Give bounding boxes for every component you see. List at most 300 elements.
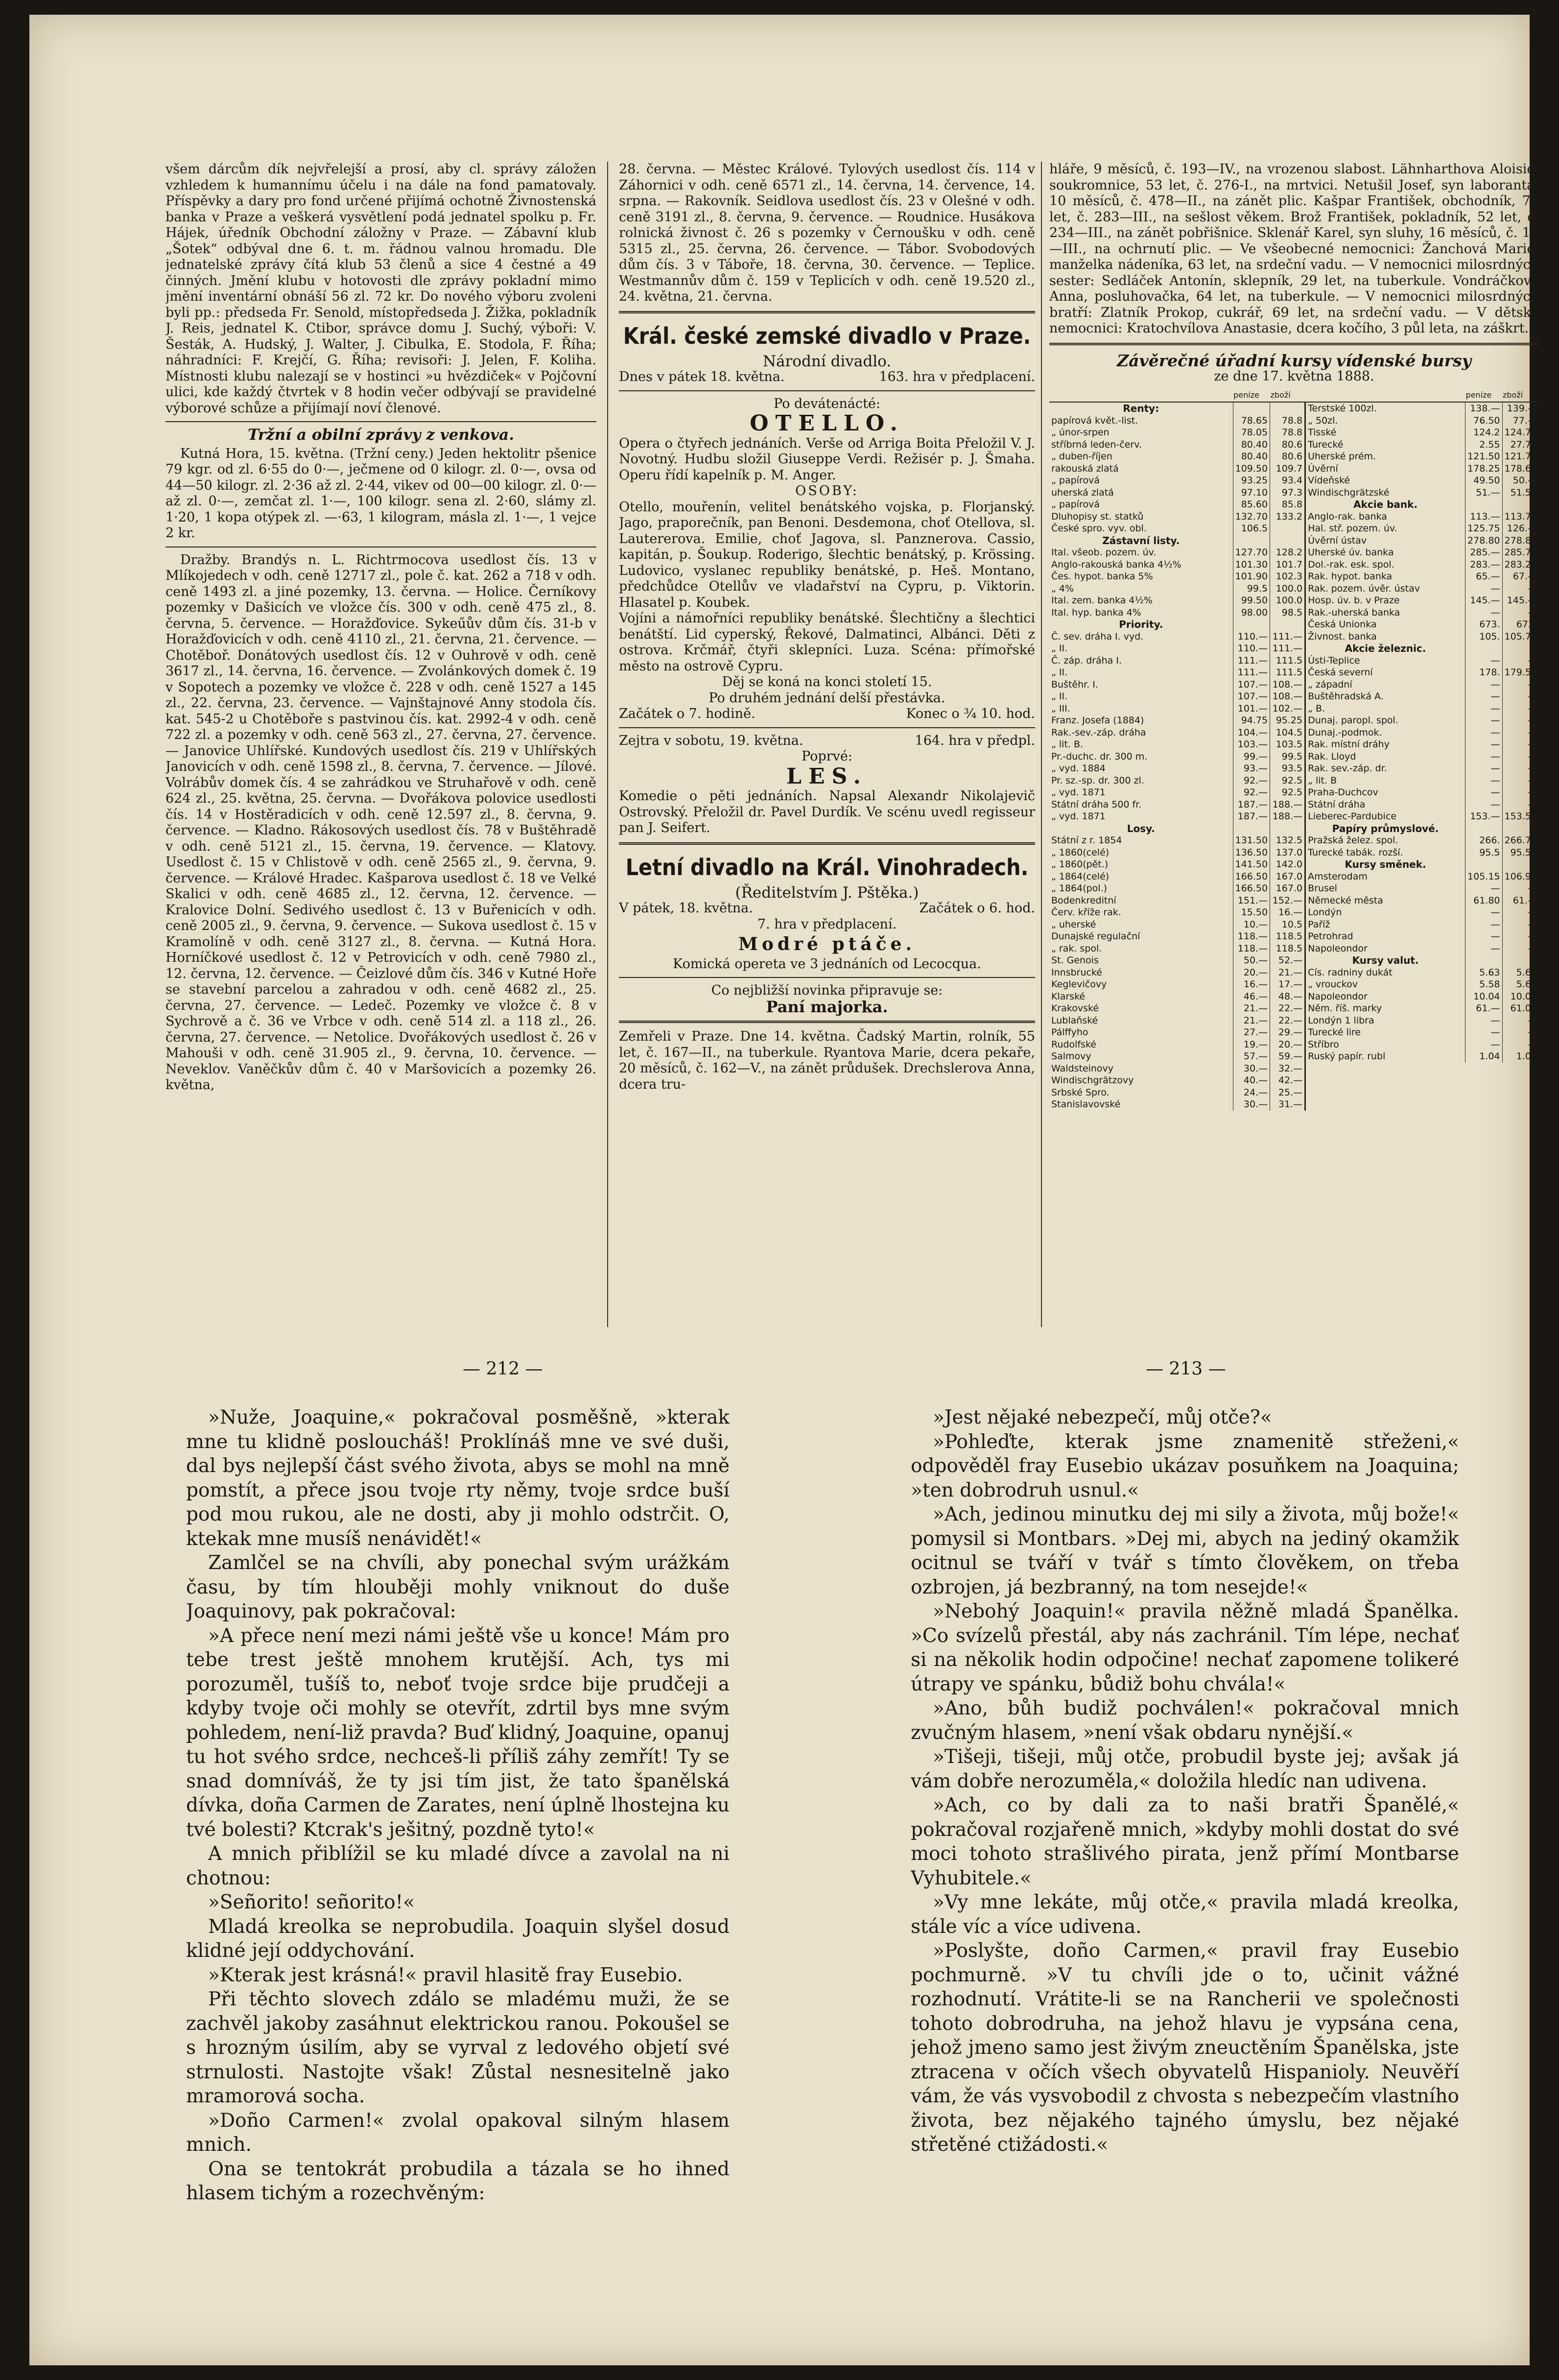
security-name: „ uherské	[1051, 919, 1096, 930]
market-text: Kutná Hora, 15. května. (Tržní ceny.) Jeden hektolitr pšenice 79 kgr. od zl. 6·55 do 0·—, ječmene od 0 kilogr. zl. 0·—, ovsa od 44—50 kilogr. zl. 2·36 až zl. 2·44, vikev od 00—00 kilogr. zl. 0·— až zl. 0·—, zemčat zl. 1·—, 100 kilogr. sena zl. 2·60, slámy zl. 1·20, 1 kopa otýpek zl. —·63, 1 kilogram, másla zl. 1·—, 1 vejce 2 kr.	[165, 446, 596, 541]
security-name: „ 1860(celé)	[1051, 847, 1110, 858]
goods-value: 25.—	[1270, 1087, 1305, 1099]
security-name: Dunaj. paropl. spol.	[1305, 714, 1465, 727]
money-value: —	[1465, 607, 1502, 619]
security-name: Úvěrní ústav	[1305, 535, 1465, 547]
goods-value: 118.5	[1270, 943, 1305, 955]
money-value: —	[1465, 906, 1502, 919]
column-2	[619, 162, 1035, 1327]
goods-value: 98.5	[1270, 607, 1305, 619]
money-value: 80.40	[1233, 451, 1270, 463]
exchange-row	[1049, 511, 1539, 523]
goods-value: 80.6	[1270, 439, 1305, 451]
goods-value: 133.2	[1270, 511, 1305, 523]
money-value: 46.—	[1233, 991, 1270, 1003]
t1-play-title: OTELLO.	[750, 411, 904, 436]
security-name: Waldsteinovy	[1051, 1063, 1114, 1074]
security-name: „ 1864(celé)	[1051, 871, 1110, 882]
goods-value: —	[1502, 1015, 1539, 1027]
goods-value: 178.60	[1502, 463, 1539, 475]
security-name: „ papírová	[1051, 499, 1100, 510]
goods-value	[1502, 643, 1539, 655]
exchange-row	[1049, 535, 1539, 547]
money-value: 153.—	[1465, 810, 1502, 823]
security-name: Rak.-uherská banka	[1305, 607, 1465, 619]
security-name: „ vyd. 1871	[1051, 811, 1106, 822]
goods-value: 145.—	[1502, 595, 1539, 607]
goods-value	[1502, 823, 1539, 835]
story-paragraph: »Jest nějaké nebezpečí, můj otče?«	[933, 1406, 1272, 1428]
exchange-row	[1049, 978, 1539, 991]
exchange-row	[1049, 1074, 1539, 1087]
story-paragraph: A mnich přiblížil se ku mladé dívce a zavolal na ni chotnou:	[186, 1843, 730, 1889]
security-name: Franz. Josefa (1884)	[1051, 715, 1144, 726]
exchange-row	[1049, 547, 1539, 559]
goods-value: 126.—	[1502, 523, 1539, 535]
money-value: —	[1465, 655, 1502, 667]
goods-value: 16.—	[1270, 906, 1305, 919]
goods-value: 85.8	[1270, 499, 1305, 511]
theatre-summer-subtitle: (Ředitelstvím J. Pštěka.)	[735, 883, 919, 902]
goods-value: 59.—	[1270, 1050, 1305, 1063]
exchange-row	[1049, 895, 1539, 907]
goods-value: 283.25	[1502, 559, 1539, 571]
goods-value: —	[1502, 738, 1539, 751]
money-value	[1465, 499, 1502, 511]
exchange-row	[1049, 943, 1539, 955]
goods-value: 27.70	[1502, 439, 1539, 451]
money-value: 132.70	[1233, 511, 1270, 523]
goods-value: 109.7	[1270, 463, 1305, 475]
security-name: Pr. sz.-sp. dr. 300 zl.	[1051, 775, 1144, 786]
exchange-row	[1049, 595, 1539, 607]
security-name: Ústi-Teplice	[1305, 655, 1465, 667]
security-name: Renty:	[1123, 403, 1159, 414]
money-value: —	[1465, 690, 1502, 703]
story-paragraph: »Nebohý Joaquin!« pravila něžně mladá Španělka. »Co svízelů přestál, aby nás zachránil. Tím lépe, nechať si na několik hodin odpočine! nechať zapomene tolikeré útrapy ve spánku, bůdiž bohu chvála!«	[911, 1600, 1459, 1695]
exchange-row	[1049, 451, 1539, 463]
exchange-row	[1049, 1098, 1539, 1111]
security-name: „ II.	[1051, 667, 1068, 678]
goods-value: 78.8	[1270, 427, 1305, 439]
security-name: Čes. hypot. banka 5%	[1051, 571, 1153, 582]
t1-persons-heading: OSOBY:	[795, 483, 859, 499]
money-value: —	[1465, 703, 1502, 715]
security-name: „ 50zl.	[1305, 415, 1465, 427]
money-value: —	[1465, 727, 1502, 739]
t1-interval: Po druhém jednání delší přestávka.	[709, 690, 945, 706]
money-value	[1233, 535, 1270, 547]
money-value: 106.5	[1233, 523, 1270, 535]
money-value: 266.	[1465, 834, 1502, 847]
exchange-date: ze dne 17. května 1888.	[1214, 369, 1374, 384]
security-name: Pálffyho	[1051, 1027, 1088, 1038]
money-value: 107.—	[1233, 679, 1270, 691]
column-1	[165, 162, 596, 1327]
money-value: 80.40	[1233, 439, 1270, 451]
money-value: 40.—	[1233, 1074, 1270, 1087]
goods-value: 100.0	[1270, 595, 1305, 607]
security-name: Rak. pozem. úvěr. ústav	[1305, 583, 1465, 595]
money-value: 61.—	[1465, 1002, 1502, 1015]
goods-value: 92.5	[1270, 786, 1305, 799]
money-value: 10.04	[1465, 991, 1502, 1003]
t3-subscription: 7. hra v předplacení.	[757, 916, 897, 932]
goods-value: —	[1502, 583, 1539, 595]
security-name: Červ. kříže rak.	[1051, 907, 1121, 918]
security-name: Turecké tabák. rozší.	[1305, 847, 1465, 859]
goods-value: 42.—	[1270, 1074, 1305, 1087]
goods-value: 31.—	[1270, 1098, 1305, 1111]
security-name: „ lit. B.	[1051, 739, 1084, 750]
goods-value: —	[1502, 882, 1539, 895]
exchange-row	[1049, 799, 1539, 811]
security-name: Turecké	[1305, 439, 1465, 451]
security-name: Lieberec-Pardubice	[1305, 810, 1465, 823]
deaths-continued: hláře, 9 měsíců, č. 193—IV., na vrozenou slabost. Lähnharthova Aloisie, soukromnice, 53 let, č. 276-I., na mrtvici. Netušil Josef, syn laboranta, 10 měsíců, č. 478—II., na zánět plic. Kašpar František, obchodník, 73 let, č. 283—III., na sešlost věkem. Brož František, pokladník, 52 let, č. 234—III., na zánět pobřišnice. Sklenář Karel, syn sluhy, 16 měsíců, č. 12—III., na ochrnutí plic. — Ve všeobecné nemocnici: Žanchová Marie, manželka nádeníka, 63 let, na srdeční vadu. — V nemocnici milosrdných sester: Sedláček Antonín, sklepník, 29 let, na tuberkule. Vondráčkova Anna, posluhovačka, 64 let, na tuberkule. — V nemocnici milosrdných bratří: Zlatník Prokop, cukrář, 69 let, na srdeční vadu. — V dětské nemocnici: Kratochvílova Anastasie, dcera kočího, 3 půl leta, na záškrt.	[1049, 162, 1539, 336]
money-value: 101.90	[1233, 571, 1270, 583]
goods-value: —	[1502, 751, 1539, 763]
money-value: 136.50	[1233, 847, 1270, 859]
money-value: 118.—	[1233, 943, 1270, 955]
goods-value: 111.5	[1270, 666, 1305, 679]
security-name: Česká severní	[1305, 666, 1465, 679]
goods-value: 121.75	[1502, 451, 1539, 463]
goods-value: 20.—	[1270, 1039, 1305, 1051]
security-name: Keglevičovy	[1051, 979, 1107, 990]
security-name: rakouská zlatá	[1051, 463, 1119, 474]
money-value: 109.50	[1233, 463, 1270, 475]
story-paragraph: »Poslyšte, doño Carmen,« pravil fray Eusebio pochmurně. »V tu chvíli jde o to, učinit vážné rozhodnutí. Vrátite-li se na Rancherii ve společnosti tohoto dobrodruha, na jehož hlavu je vypsána cena, jehož jmeno samo jest živým zneuctěním Španělska, jste ztracena v očích všech obyvatelů Hispanioly. Neuvěří vám, že vás vysvobodil z chvosta s nebezpečím vlastního života, bez nějakého tajného úmyslu, bez nějaké střetěné ctižádosti.«	[911, 1940, 1459, 2156]
money-value: 187.—	[1233, 799, 1270, 811]
money-value: —	[1465, 930, 1502, 943]
theatre-national-subtitle: Národní divadlo.	[762, 352, 892, 370]
money-value: 145.—	[1465, 595, 1502, 607]
security-name: Hosp. úv. b. v Praze	[1305, 595, 1465, 607]
t3-novelty: Paní majorka.	[766, 997, 888, 1016]
exchange-row	[1049, 655, 1539, 667]
security-name: Salmovy	[1051, 1051, 1091, 1062]
goods-value: 102.3	[1270, 571, 1305, 583]
t1-century: Děj se koná na konci století 15.	[722, 674, 932, 690]
goods-value: 61.07	[1502, 1002, 1539, 1015]
story-paragraph: »Kterak jest krásná!« pravil hlasitě fray Eusebio.	[208, 1964, 683, 1986]
money-value: 110.—	[1233, 643, 1270, 655]
goods-value: 29.—	[1270, 1026, 1305, 1039]
head-goods: zboží	[1502, 389, 1539, 403]
goods-value	[1270, 619, 1305, 631]
security-name: České spro. vyv. obl.	[1051, 523, 1147, 534]
security-name: Srbské Spro.	[1051, 1087, 1110, 1098]
security-name: stříbrná leden-červ.	[1051, 439, 1142, 450]
security-name: Rak. hypot. banka	[1305, 571, 1465, 583]
exchange-row	[1049, 1063, 1539, 1075]
goods-value: 137.0	[1270, 847, 1305, 859]
security-name: Cís. radniny dukát	[1305, 967, 1465, 979]
story-paragraph: »Pohleďte, kterak jsme znamenitě střeženi,« odpověděl fray Eusebio ukázav posuňkem na Joaquina; »ten dobrodruh usnul.«	[911, 1430, 1459, 1501]
t2-subscription: 164. hra v předpl.	[915, 733, 1035, 748]
goods-value: —	[1502, 607, 1539, 619]
security-name: Stanislavovské	[1051, 1099, 1121, 1110]
t2-date: Zejtra v sobotu, 19. května.	[619, 733, 803, 748]
head-money: peníze	[1233, 389, 1270, 403]
security-name: uherská zlatá	[1051, 487, 1114, 498]
exchange-row	[1049, 810, 1539, 823]
exchange-row	[1049, 439, 1539, 451]
story-paragraph: »Ano, bůh budiž pochválen!« pokračoval mnich zvučným hlasem, »není však obdaru nynější.«	[911, 1697, 1459, 1744]
security-name: Rak. Lloyd	[1305, 751, 1465, 763]
money-value	[1465, 643, 1502, 655]
exchange-row	[1049, 738, 1539, 751]
money-value: 97.10	[1233, 487, 1270, 499]
exchange-row	[1049, 402, 1539, 415]
goods-value	[1270, 402, 1305, 415]
exchange-row	[1049, 906, 1539, 919]
security-name: „ vrouckov	[1305, 978, 1465, 991]
goods-value: 111.—	[1270, 643, 1305, 655]
goods-value: —	[1502, 727, 1539, 739]
security-name: Kursy směnek.	[1305, 858, 1465, 871]
t3-date: V pátek, 18. května.	[619, 901, 753, 916]
money-value: 105.15	[1465, 871, 1502, 883]
money-value: 15.50	[1233, 906, 1270, 919]
goods-value: 111.5	[1270, 655, 1305, 667]
exchange-row	[1049, 427, 1539, 439]
goods-value: 77.—	[1502, 415, 1539, 427]
security-name: Pr.-duchc. dr. 300 m.	[1051, 751, 1148, 762]
goods-value: 78.8	[1270, 415, 1305, 427]
money-value: 30.—	[1233, 1098, 1270, 1111]
money-value: 138.—	[1465, 402, 1502, 415]
exchange-row	[1049, 499, 1539, 511]
goods-value: 22.—	[1270, 1015, 1305, 1027]
money-value: 118.—	[1233, 930, 1270, 943]
exchange-row	[1049, 919, 1539, 931]
deaths-text: Zemřeli v Praze. Dne 14. května. Čadský Martin, rolník, 55 let, č. 167—II., na tuberkule. Ryantova Marie, dcera pekaře, 20 měsíců, č. 162—V., na zánět průdušek. Drechslerova Anna, dcera tru-	[619, 1029, 1035, 1092]
security-name: Bodenkreditní	[1051, 895, 1116, 906]
goods-value: 101.7	[1270, 559, 1305, 571]
exchange-row	[1049, 487, 1539, 499]
story-paragraph: Zamlčel se na chvíli, aby ponechal svým urážkám času, by tím hlouběji mohly vniknout do duše Joaquinovy, pak pokračoval:	[186, 1552, 730, 1622]
security-name: Vídeňské	[1305, 475, 1465, 487]
goods-value: 17.—	[1270, 978, 1305, 991]
exchange-row	[1049, 463, 1539, 475]
t1-date: Dnes v pátek 18. května.	[619, 369, 785, 384]
newspaper-page	[29, 15, 1539, 2365]
goods-value: 1.05	[1502, 1050, 1539, 1063]
money-value: —	[1465, 738, 1502, 751]
goods-value: 51.50	[1502, 487, 1539, 499]
money-value	[1233, 402, 1270, 415]
money-value: 92.—	[1233, 786, 1270, 799]
security-name: Dluhopisy st. statků	[1051, 511, 1144, 522]
money-value: 10.—	[1233, 919, 1270, 931]
goods-value: 5.62	[1502, 978, 1539, 991]
exchange-row	[1049, 847, 1539, 859]
security-name: Ital. všeob. pozem. úv.	[1051, 547, 1157, 558]
t3-play-title: Modré ptáče.	[738, 934, 916, 954]
goods-value	[1502, 954, 1539, 967]
money-value: 151.—	[1233, 895, 1270, 907]
security-name: Úvěrní	[1305, 463, 1465, 475]
security-name: Česká Unionka	[1305, 619, 1465, 631]
security-name: Innsbrucké	[1051, 967, 1102, 978]
head-goods: zboží	[1270, 389, 1305, 403]
exchange-row	[1049, 823, 1539, 835]
security-name: Praha-Duchcov	[1305, 786, 1465, 799]
story-paragraph: »Tišeji, tišeji, můj otče, probudil byste jej; avšak já vám dobře nerozuměla,« doložila hledíc nan udivena.	[911, 1746, 1459, 1792]
security-name: Windischgrätzské	[1305, 487, 1465, 499]
goods-value: 10.06	[1502, 991, 1539, 1003]
security-name: „ 1860(pět.)	[1051, 859, 1109, 870]
money-value: 20.—	[1233, 967, 1270, 979]
goods-value: —	[1502, 655, 1539, 667]
security-name: „ III.	[1051, 703, 1070, 714]
money-value: —	[1465, 1026, 1502, 1039]
story-paragraph: Ona se tentokrát probudila a tázala se ho ihned hlasem tichým a rozechvěným:	[186, 2158, 730, 2204]
security-name: Dunaj.-podmok.	[1305, 727, 1465, 739]
t2-description: Komedie o pěti jednáních. Napsal Alexandr Nikolajevič Ostrovský. Přeložil dr. Pavel Durdík. Ve scénu uvedl regisseur pan J. Seifert.	[619, 788, 1035, 835]
goods-value: —	[1502, 943, 1539, 955]
goods-value: 152.—	[1270, 895, 1305, 907]
goods-value: 167.0	[1270, 871, 1305, 883]
goods-value: 124.75	[1502, 427, 1539, 439]
security-name: Londýn 1 libra	[1305, 1015, 1465, 1027]
money-value: 93.25	[1233, 475, 1270, 487]
goods-value: —	[1502, 1026, 1539, 1039]
goods-value: 95.50	[1502, 847, 1539, 859]
security-name: „ duben-říjen	[1051, 451, 1112, 462]
exchange-row	[1049, 967, 1539, 979]
exchange-row	[1049, 690, 1539, 703]
exchange-row	[1049, 1026, 1539, 1039]
goods-value: 48.—	[1270, 991, 1305, 1003]
money-value: 166.50	[1233, 871, 1270, 883]
money-value: —	[1465, 679, 1502, 691]
money-value: 103.—	[1233, 738, 1270, 751]
money-value: 1.04	[1465, 1050, 1502, 1063]
story-paragraph: »Señorito! señorito!«	[208, 1891, 415, 1913]
column-rule	[607, 162, 608, 1327]
security-name: Něm. říš. marky	[1305, 1002, 1465, 1015]
column-rule	[1041, 162, 1042, 1327]
goods-value: 113.75	[1502, 511, 1539, 523]
exchange-row	[1049, 1015, 1539, 1027]
exchange-row	[1049, 571, 1539, 583]
security-name: Turecké lire	[1305, 1026, 1465, 1039]
exchange-row	[1049, 751, 1539, 763]
security-name: Č. sev. dráha I. vyd.	[1051, 631, 1144, 642]
money-value: 92.—	[1233, 775, 1270, 787]
money-value: —	[1465, 786, 1502, 799]
exchange-row	[1049, 703, 1539, 715]
goods-value: 111.—	[1270, 631, 1305, 643]
security-name: „ II.	[1051, 643, 1068, 654]
money-value: 30.—	[1233, 1063, 1270, 1075]
goods-value: 132.5	[1270, 834, 1305, 847]
money-value: 94.75	[1233, 714, 1270, 727]
money-value: 24.—	[1233, 1087, 1270, 1099]
security-name: Akcie bank.	[1305, 499, 1465, 511]
money-value: 21.—	[1233, 1015, 1270, 1027]
exchange-row	[1049, 1050, 1539, 1063]
story-paragraph: Při těchto slovech zdálo se mladému muži, že se zachvěl jakoby zasáhnut elektrickou ranou. Pokoušel se s hrozným úsilím, aby se vyrval z ledového objetí své strnulosti. Nastojte však! Zůstal nesnesitelně jako mramorová socha.	[186, 1988, 730, 2107]
exchange-table	[1049, 389, 1539, 1111]
money-value: 49.50	[1465, 475, 1502, 487]
goods-value	[1270, 523, 1305, 535]
security-name: „ lit. B	[1305, 775, 1465, 787]
goods-value: 108.—	[1270, 679, 1305, 691]
security-name: Rak. sev.-záp. dr.	[1305, 762, 1465, 775]
security-name: Uherské prém.	[1305, 451, 1465, 463]
money-value: 5.63	[1465, 967, 1502, 979]
exchange-row	[1049, 786, 1539, 799]
t1-extras: Vojíni a námořníci republiky benátské. Šlechtičny a šlechtici benátští. Lid cyperský, Řekové, Dalmatinci, Albánci. Děti z ostrova. Krčmář, čtyři sklepníci. Luza. Scéna: přímořské město na ostrově Cypru.	[619, 611, 1035, 674]
exchange-row	[1049, 666, 1539, 679]
column-3	[1049, 162, 1539, 1327]
t3-description: Komická opereta ve 3 jednáních od Lecocqua.	[673, 956, 981, 972]
auctions-continued: 28. června. — Městec Králové. Tylových usedlost čís. 114 v Záhornici v odh. ceně 6571 zl., 14. června, 14. července, 14. srpna. — Rakovník. Seidlova usedlost čís. 23 v Olešné v odh. ceně 3191 zl., 8. června, 9. července. — Roudnice. Husákova rolnická živnost č. 26 s pozemky v Černoušku v odh. ceně 5315 zl., 25. června, 26. července. — Tábor. Svobodových dům čís. 3 v Táboře, 18. června, 30. července. — Teplice. Westmannův dům č. 159 v Teplicích v odh. ceně 19.520 zl., 24. května, 21. června.	[619, 162, 1035, 304]
exchange-row	[1049, 583, 1539, 595]
money-value: 85.60	[1233, 499, 1270, 511]
story-paragraph: »Ach, co by dali za to naši bratři Španělé,« pokračoval rozjařeně mnich, »kdyby mohli dostat do své moci tohoto strašlivého pirata, jenž přímí Montbarse Vyhubitele.«	[911, 1794, 1459, 1889]
goods-value: 32.—	[1270, 1063, 1305, 1075]
goods-value	[1270, 823, 1305, 835]
security-name: Zástavní listy.	[1102, 534, 1180, 547]
theatre-summer-title: Letní divadlo na Král. Vinohradech.	[625, 854, 1029, 881]
security-name: „ B.	[1305, 703, 1465, 715]
goods-value: 52.—	[1270, 954, 1305, 967]
money-value: 101.—	[1233, 703, 1270, 715]
t1-performance: Po devátenácté:	[774, 396, 880, 411]
money-value: 5.58	[1465, 978, 1502, 991]
theatre-national-title: Král. české zemské divadlo v Praze.	[623, 322, 1031, 349]
money-value: 283.—	[1465, 559, 1502, 571]
money-value: —	[1465, 762, 1502, 775]
security-name: Státní z r. 1854	[1051, 835, 1122, 846]
security-name: „ západní	[1305, 679, 1465, 691]
goods-value	[1270, 535, 1305, 547]
security-name: Windischgrätzovy	[1051, 1075, 1134, 1086]
exchange-row	[1049, 1002, 1539, 1015]
goods-value: 93.4	[1270, 475, 1305, 487]
exchange-row	[1049, 523, 1539, 535]
exchange-row	[1049, 619, 1539, 631]
auctions-text: Dražby. Brandýs n. L. Richtrmocova usedlost čís. 13 v Mlíkojedech v odh. ceně 12717 zl., pole č. kat. 262 a 718 v odh. ceně 1493 zl. a jiné pozemky, 13. června. — Holice. Černíkovy pozemky v Dašicích ve vložce čís. 300 v odh. ceně 475 zl., 8. června, 5. července. — Horažďovice. Sykeűův dům čís. 31-b v Horažďovicích v odh. ceně 4110 zl., 21. června, 21. července. — Chotěboř. Donátových usedlost čís. 12 v Ouhrově v odh. ceně 3617 zl., 14. června, 16. července. — Zvolánkových domek č. 19 v Sopotech a pozemky ve vložce č. 228 v odh. ceně 1527 a 145 zl., 22. června, 23. července. — Vajnštajnové Anny stodola čís. kat. 545-2 u Chotěboře s pastvinou čís. kat. 2992-4 v odh. ceně 722 zl. a pozemky v odh. ceně 563 zl., 27. června, 27. července. — Janovice Uhlířské. Kundových usedlost čís. 219 v Uhlířských Janovicích v odh. ceně 1598 zl., 8. června, 7. července. — Jílové. Volrábův domek čís. 4 se zahrádkou ve Struhařově v odh. ceně 624 zl., 25. května, 25. června. — Dvořákova polovice usedlosti čís. 14 v Hostěradicích v odh. ceně 12.597 zl., 8. června, 9. července. — Kladno. Rákosových usedlost čís. 78 v Buštěhradě v odh. ceně 5121 zl., 15. června, 19. července. — Klatovy. Usedlost č. 15 v Chlistově v odh. ceně 2565 zl., 9. června, 9. července. — Králové Hradec. Kašparova usedlost č. 18 ve Velké Skalici v odh. ceně 4685 zl., 12. června, 12. července. — Kralovice Dolní. Sedivého usedlost č. 13 v Buřenicích v odh. ceně 2005 zl., 9. června, 9. července. — Sukova usedlost č. 15 v Kramolíně v odh. ceně 3127 zl., 8. června. — Kutná Hora. Horníčkové usedlost č. 12 v Petrovicích v odh. ceně 7980 zl., 12. června, 12. července. — Čeizlové dům čís. 346 v Kutné Hoře se stavební parcelou a zahradou v odh. ceně 4682 zl., 25. června, 27. července. — Ledeč. Pozemky ve vložce č. 8 v Sychrově a č. 36 ve Vrbce v odh. ceně 514 zl. a 118 zl., 26. června, 27. července. — Netolice. Dvořákových usedlost č. 26 v Mahouši v odh. ceně 31.905 zl., 9. června, 10. července. — Neveklov. Vaněčkův dům č. 40 v Maršovicích a pozemky 26. května,	[165, 552, 596, 1093]
t2-play-title: LES.	[786, 763, 868, 789]
security-name: Kursy valut.	[1305, 954, 1465, 967]
money-value: 178.25	[1465, 463, 1502, 475]
exchange-row	[1049, 679, 1539, 691]
security-name: Napoleondor	[1305, 943, 1465, 955]
security-name: Anglo-rakouská banka 4½%	[1051, 559, 1181, 570]
money-value	[1465, 823, 1502, 835]
t1-end: Konec o ¾ 10. hod.	[906, 706, 1035, 721]
goods-value: 21.—	[1270, 967, 1305, 979]
goods-value: —	[1502, 775, 1539, 787]
money-value: 178.	[1465, 666, 1502, 679]
goods-value: 105.75	[1502, 631, 1539, 643]
money-value: 113.—	[1465, 511, 1502, 523]
security-name: Napoleondor	[1305, 991, 1465, 1003]
money-value: 99.50	[1233, 595, 1270, 607]
money-value: 98.00	[1233, 607, 1270, 619]
money-value: 78.65	[1233, 415, 1270, 427]
security-name: Akcie železnic.	[1305, 643, 1465, 655]
security-name: „ rak. spol.	[1051, 943, 1102, 954]
money-value: —	[1465, 583, 1502, 595]
t3-start: Začátek o 6. hod.	[919, 901, 1035, 916]
